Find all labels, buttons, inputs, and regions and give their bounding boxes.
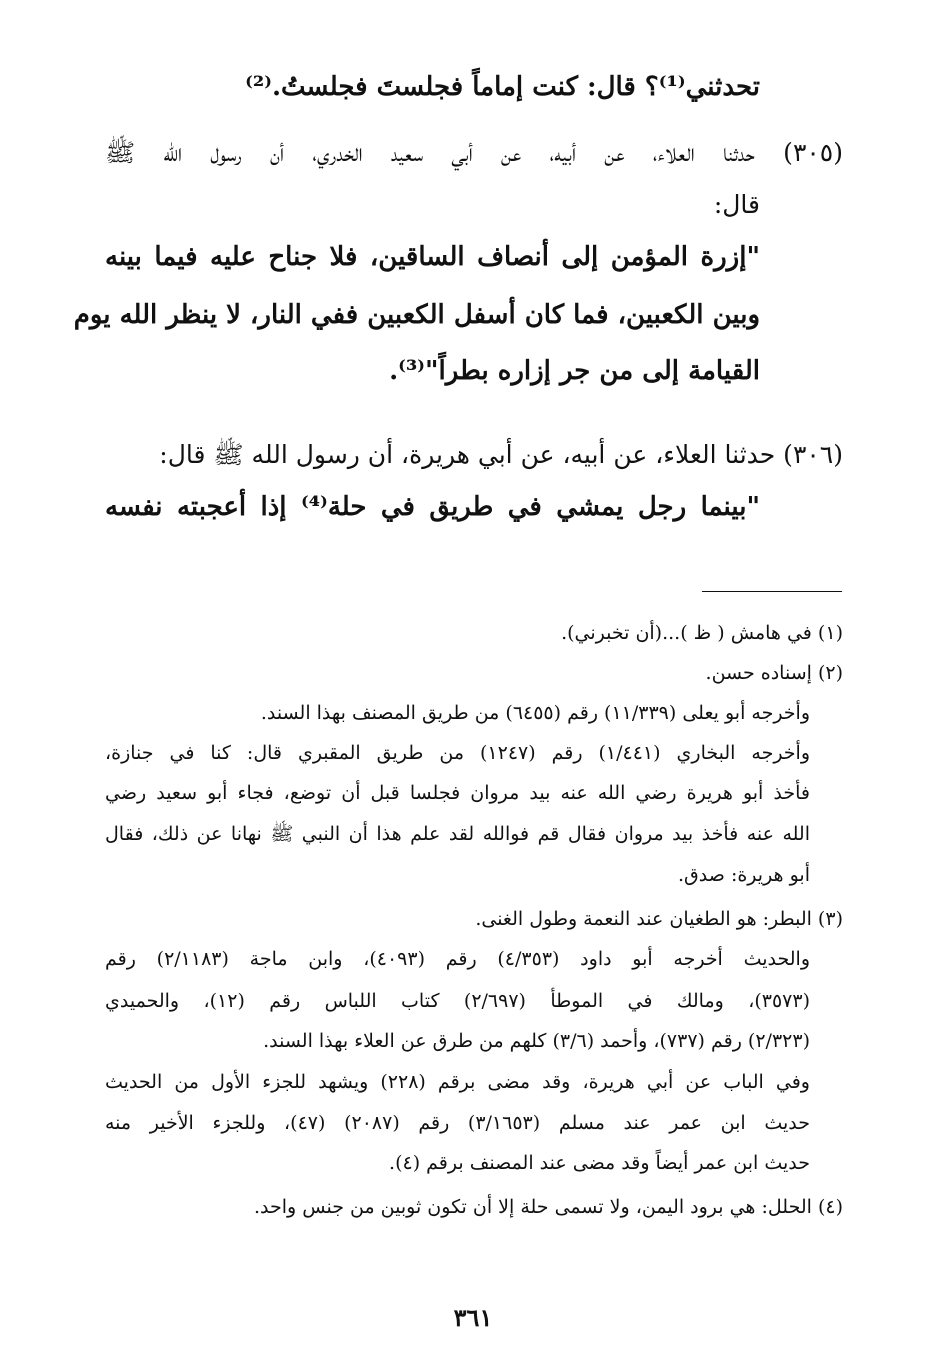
page-number: ٣٦١ (453, 1303, 493, 1332)
footnote-line-7: أبو هريرة: صدق. (678, 864, 810, 886)
main-line-7: (٣٠٦) حدثنا العلاء، عن أبيه، عن أبي هريرة، أن رسول الله ﷺ قال: (159, 440, 843, 469)
footnote-line-13: حديث ابن عمر عند مسلم (٣/١٦٥٣) رقم (٢٠٨٧) (٤٧)، وللجزء الأخير منه (105, 1112, 810, 1134)
footnote-line-3: وأخرجه أبو يعلى (١١/٣٣٩) رقم (٦٤٥٥) من طريق المصنف بهذا السند. (260, 702, 810, 724)
footnote-line-1: (١) في هامش ( ظ )...(أن تخبرني). (561, 622, 843, 644)
footnote-line-9: والحديث أخرجه أبو داود (٤/٣٥٣) رقم (٤٠٩٣)، وابن ماجة (٢/١١٨٣) رقم (105, 948, 811, 970)
footnote-line-11: (٢/٣٢٣) رقم (٧٣٧)، وأحمد (٣/٦) كلهم من طرق عن العلاء بهذا السند. (263, 1030, 810, 1052)
footnote-line-4: وأخرجه البخاري (١/٤٤١) رقم (١٢٤٧) من طريق المقبري قال: كنا في جنازة، (105, 742, 811, 764)
footnote-line-14: حديث ابن عمر أيضاً وقد مضى عند المصنف برقم (٤). (389, 1152, 810, 1174)
main-line-4: "إزرة المؤمن إلى أنصاف الساقين، فلا جناح عليه فيما بينه (105, 242, 760, 272)
main-line-2: (٣٠٥) حدثنا العلاء، عن أبيه، عن أبي سعيد الخدري، أن رسول الله ﷺ (105, 138, 843, 167)
footnote-line-15: (٤) الحلل: هي برود اليمن، ولا تسمى حلة إلا أن تكون ثوبين من جنس واحد. (254, 1196, 843, 1218)
footnote-line-10: (٣٥٧٣)، ومالك في الموطأ (٢/٦٩٧) كتاب اللباس رقم (١٢)، والحميدي (105, 990, 810, 1012)
footnote-line-5: فأخذ أبو هريرة رضي الله عنه بيد مروان فجلسا قبل أن توضع، فجاء أبو سعيد رضي (105, 782, 810, 804)
footnote-line-8: (٣) البطر: هو الطغيان عند النعمة وطول الغنى. (475, 908, 843, 930)
footnote-line-6: الله عنه فأخذ بيد مروان فقال قم فوالله لقد علم هذا أن النبي ﷺ نهانا عن ذلك، فقال (105, 823, 810, 845)
main-line-6: القيامة إلى من جر إزاره بطراً"⁽³⁾. (389, 356, 760, 386)
footnote-line-12: وفي الباب عن أبي هريرة، وقد مضى برقم (٢٢٨) ويشهد للجزء الأول من الحديث (105, 1071, 810, 1093)
main-line-1: تحدثني⁽¹⁾؟ قال: كنت إماماً فجلستَ فجلستُ.⁽²⁾ (245, 72, 760, 102)
main-line-5: وبين الكعبين، فما كان أسفل الكعبين ففي النار، لا ينظر الله يوم (73, 300, 760, 330)
footnote-separator (702, 591, 842, 592)
main-line-3: قال: (713, 190, 760, 219)
footnote-line-2: (٢) إسناده حسن. (705, 662, 843, 684)
main-line-8: "بينما رجل يمشي في طريق في حلة⁽⁴⁾ إذا أعجبته نفسه (105, 492, 760, 522)
